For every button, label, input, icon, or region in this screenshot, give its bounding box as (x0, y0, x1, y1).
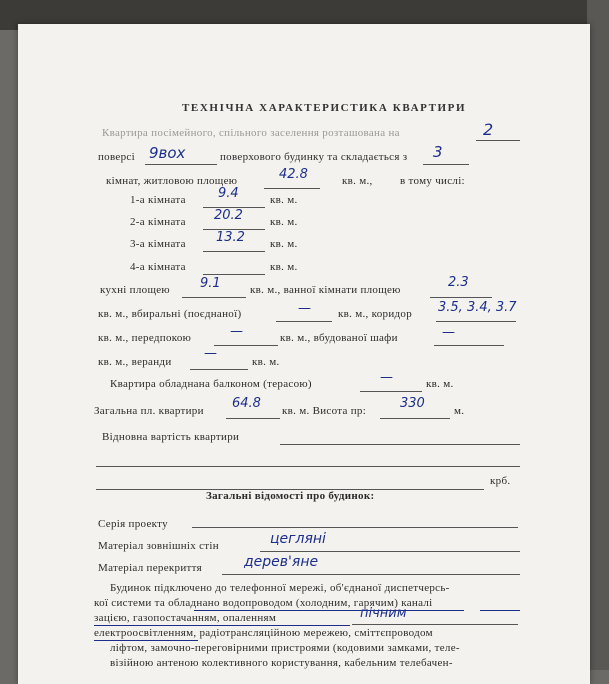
corridor-rule (436, 321, 516, 322)
intro-line-3a: кімнат, житловою площею (106, 175, 238, 187)
room-3-unit: кв. м. (270, 238, 298, 250)
floors-rule (222, 574, 520, 575)
restore-label: Відновна вартість квартири (102, 431, 240, 443)
room-3-rule (203, 251, 265, 252)
floor-rule (476, 140, 520, 141)
document-sheet (18, 24, 590, 684)
floors-label: Матеріал перекриття (98, 562, 202, 574)
room-1-value: 9.4 (218, 186, 239, 201)
intro-line-1: Квартира посімейного, спільного заселення розташована на (102, 127, 400, 139)
living-area-value: 42.8 (279, 167, 308, 182)
para-underline-3 (94, 640, 198, 641)
room-2-label: 2-а кімната (130, 216, 186, 228)
para-underline-1b (480, 610, 520, 611)
building-floors-value: 9вох (149, 144, 186, 162)
series-rule (192, 527, 518, 528)
walls-label: Матеріал зовнішніх стін (98, 540, 219, 552)
room-3-value: 13.2 (216, 230, 245, 245)
intro-line-3b: кв. м., (342, 175, 373, 187)
floors-value: дерев'яне (244, 554, 319, 570)
currency-label: крб. (490, 475, 511, 487)
closet-rule (434, 345, 504, 346)
veranda-label: кв. м., веранди (98, 356, 172, 368)
bath-rule (430, 297, 492, 298)
wc-value: — (298, 301, 311, 316)
veranda-rule (190, 369, 248, 370)
height-unit: м. (454, 405, 465, 417)
walls-value: цегляні (270, 531, 326, 547)
bath-value: 2.3 (448, 275, 469, 290)
room-1-unit: кв. м. (270, 194, 298, 206)
building-floors-rule (145, 164, 217, 165)
para-underline-2 (94, 625, 350, 626)
corridor-value: 3.5, 3.4, 3.7 (438, 300, 517, 315)
height-value: 330 (400, 396, 425, 411)
document-title: ТЕХНІЧНА ХАРАКТЕРИСТИКА КВАРТИРИ (182, 102, 467, 114)
corridor-label: кв. м., коридор (338, 308, 413, 320)
para-line-5: ліфтом, замочно-переговірними пристроями (кодовими замками, теле- (110, 642, 460, 654)
height-label: кв. м. Висота пр: (282, 405, 367, 417)
hall-value: — (230, 324, 243, 339)
closet-value: — (442, 325, 455, 340)
kitchen-value: 9.1 (200, 276, 221, 291)
para-line-4: електроосвітленням, радіотрансляційною мережею, сміттєпроводом (94, 627, 433, 639)
balcony-rule (360, 391, 422, 392)
room-4-unit: кв. м. (270, 261, 298, 273)
room-3-label: 3-а кімната (130, 238, 186, 250)
room-2-value: 20.2 (214, 208, 243, 223)
room-4-label: 4-а кімната (130, 261, 186, 273)
para-underline-1 (194, 610, 464, 611)
hall-label: кв. м., передпокою (98, 332, 192, 344)
kitchen-rule (182, 297, 246, 298)
hall-rule (214, 345, 278, 346)
living-area-rule (264, 188, 320, 189)
veranda-unit: кв. м. (252, 356, 280, 368)
room-1-label: 1-а кімната (130, 194, 186, 206)
floor-value: 2 (483, 120, 494, 139)
restore-rule-2 (96, 466, 520, 467)
para-line-2: кої системи та обладнано водопроводом (холодним, гарячим) каналі (94, 597, 433, 609)
rooms-count-value: 3 (433, 143, 443, 161)
background-right (587, 0, 609, 670)
total-rule (226, 418, 280, 419)
rooms-count-rule (423, 164, 469, 165)
balcony-unit: кв. м. (426, 378, 454, 390)
restore-rule-1 (280, 444, 520, 445)
veranda-value: — (204, 346, 217, 361)
building-title: Загальні відомості про будинок: (206, 490, 375, 502)
height-rule (380, 418, 450, 419)
para-line-3: зацією, газопостачанням, опаленням (94, 612, 277, 624)
walls-rule (260, 551, 520, 552)
series-label: Серія проекту (98, 518, 168, 530)
room-2-unit: кв. м. (270, 216, 298, 228)
balcony-label: Квартира обладнана балконом (терасою) (110, 378, 312, 390)
para-line-6: візійною антеною колективного користування, кабельним телебачен- (110, 657, 453, 669)
heating-rule (352, 624, 518, 625)
wc-rule (276, 321, 332, 322)
closet-label: кв. м., вбудованої шафи (280, 332, 398, 344)
room-4-rule (203, 274, 265, 275)
para-line-1: Будинок підключено до телефонної мережі, об'єднаної диспетчерсь- (110, 582, 450, 594)
total-value: 64.8 (232, 396, 261, 411)
intro-line-3c: в тому числі: (400, 175, 465, 187)
wc-label: кв. м., вбиральні (поєднаної) (98, 308, 242, 320)
intro-line-2: поверхового будинку та складається з (220, 151, 408, 163)
heating-value: пічним (360, 606, 407, 621)
balcony-value: — (380, 370, 393, 385)
poverhi-label: поверсі (98, 151, 135, 163)
kitchen-label: кухні площею (100, 284, 170, 296)
kitchen-unit: кв. м., ванної кімнати площею (250, 284, 401, 296)
total-label: Загальна пл. квартири (94, 405, 204, 417)
